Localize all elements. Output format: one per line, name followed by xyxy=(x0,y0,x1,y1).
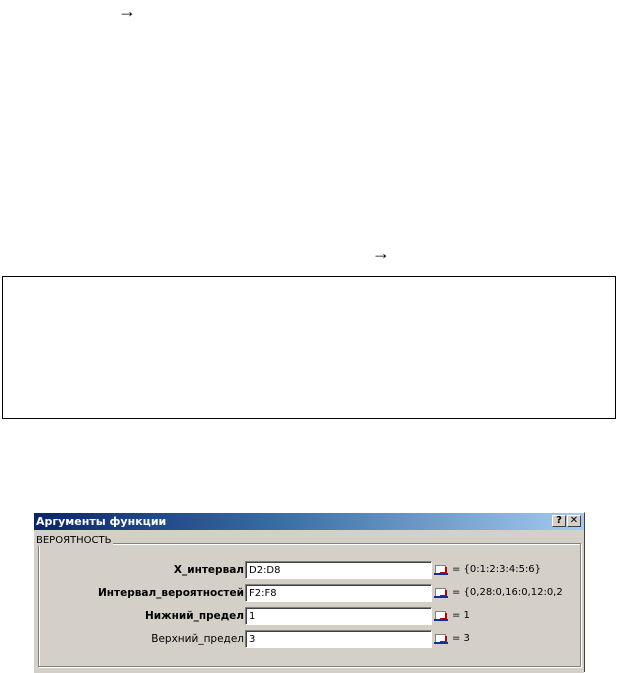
help-button[interactable]: ? xyxy=(552,515,566,527)
arg-label: X_интервал xyxy=(173,564,244,576)
function-name-label: ВЕРОЯТНОСТЬ xyxy=(36,535,112,546)
function-arguments-dialog xyxy=(33,512,585,672)
arg-label: Нижний_предел xyxy=(145,610,244,622)
collapse-dialog-icon[interactable] xyxy=(433,562,449,577)
arg-label: Интервал_вероятностей xyxy=(97,587,244,599)
upper-limit-input[interactable]: 3 xyxy=(245,630,432,648)
arrow-glyph-middle: → xyxy=(372,243,390,263)
lower-limit-input[interactable]: 1 xyxy=(245,607,432,625)
collapse-dialog-icon[interactable] xyxy=(433,608,449,623)
collapse-dialog-icon[interactable] xyxy=(433,631,449,646)
x-interval-input[interactable]: D2:D8 xyxy=(245,561,432,579)
close-button[interactable]: ✕ xyxy=(567,515,581,527)
empty-bordered-frame xyxy=(2,276,616,419)
arg-row-x-interval xyxy=(34,561,584,580)
arg-row-upper-limit xyxy=(34,630,584,649)
arg-result: = 3 xyxy=(452,633,470,644)
arg-result: = {0,28:0,16:0,12:0,2 xyxy=(452,587,563,598)
arg-row-probability-interval xyxy=(34,584,584,603)
arg-result: = {0:1:2:3:4:5:6} xyxy=(452,564,542,575)
collapse-dialog-icon[interactable] xyxy=(433,585,449,600)
arg-result: = 1 xyxy=(452,610,470,621)
arrow-glyph-top: → xyxy=(118,1,136,21)
arg-row-lower-limit xyxy=(34,607,584,626)
dialog-titlebar[interactable] xyxy=(34,513,584,530)
probability-interval-input[interactable]: F2:F8 xyxy=(245,584,432,602)
arg-label: Верхний_предел xyxy=(151,633,244,645)
dialog-title: Аргументы функции xyxy=(36,515,167,528)
